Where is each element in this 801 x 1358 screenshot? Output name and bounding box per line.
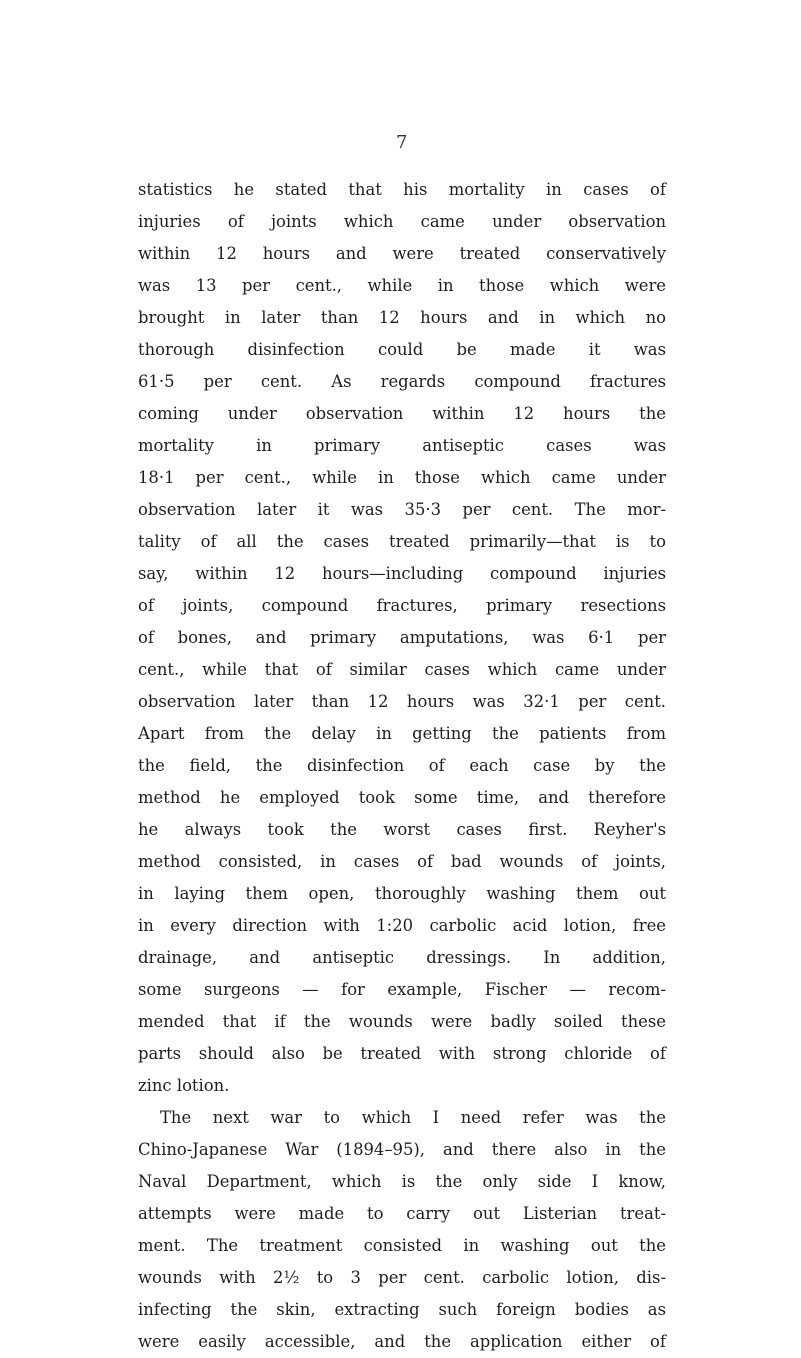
text-line: parts should also be treated with strong chloride of xyxy=(138,1044,666,1063)
text-line: mortality in primary antiseptic cases was xyxy=(138,436,666,455)
text-line: method he employed took some time, and therefore xyxy=(138,788,666,807)
text-line: Apart from the delay in getting the patients from xyxy=(138,724,666,743)
text-line: was 13 per cent., while in those which were xyxy=(138,276,666,295)
text-line: statistics he stated that his mortality in cases of xyxy=(138,180,666,199)
text-line: infecting the skin, extracting such foreign bodies as xyxy=(138,1300,666,1319)
text-line: zinc lotion. xyxy=(138,1076,230,1095)
text-line: say, within 12 hours—including compound injuries xyxy=(138,564,666,583)
text-line: 61·5 per cent. As regards compound fractures xyxy=(138,372,666,391)
text-line: method consisted, in cases of bad wounds of joints, xyxy=(138,852,666,871)
text-line: attempts were made to carry out Listerian treat- xyxy=(138,1204,666,1223)
text-line: observation later it was 35·3 per cent. The mor- xyxy=(138,500,666,519)
text-line: were easily accessible, and the application either of xyxy=(138,1332,666,1351)
text-line: some surgeons — for example, Fischer — recom- xyxy=(138,980,666,999)
text-line: drainage, and antiseptic dressings. In addition, xyxy=(138,948,666,967)
text-line: coming under observation within 12 hours the xyxy=(138,404,666,423)
text-line: thorough disinfection could be made it was xyxy=(138,340,666,359)
text-line: The next war to which I need refer was the xyxy=(160,1108,666,1127)
text-line: the field, the disinfection of each case by the xyxy=(138,756,666,775)
text-line: of joints, compound fractures, primary resections xyxy=(138,596,666,615)
text-line: within 12 hours and were treated conservatively xyxy=(138,244,666,263)
text-line: brought in later than 12 hours and in which no xyxy=(138,308,666,327)
text-line: ment. The treatment consisted in washing out the xyxy=(138,1236,666,1255)
text-line: Naval Department, which is the only side I know, xyxy=(138,1172,666,1191)
text-line: 18·1 per cent., while in those which came under xyxy=(138,468,666,487)
text-line: he always took the worst cases first. Reyher's xyxy=(138,820,666,839)
text-line: cent., while that of similar cases which came under xyxy=(138,660,666,679)
text-line: tality of all the cases treated primarily—that is to xyxy=(138,532,666,551)
text-line: in laying them open, thoroughly washing them out xyxy=(138,884,666,903)
text-line: of bones, and primary amputations, was 6·1 per xyxy=(138,628,666,647)
text-line: mended that if the wounds were badly soiled these xyxy=(138,1012,666,1031)
text-line: injuries of joints which came under observation xyxy=(138,212,666,231)
text-line: in every direction with 1:20 carbolic acid lotion, free xyxy=(138,916,666,935)
body-text xyxy=(138,174,666,1358)
text-line: observation later than 12 hours was 32·1 per cent. xyxy=(138,692,666,711)
text-line: wounds with 2½ to 3 per cent. carbolic lotion, dis- xyxy=(138,1268,666,1287)
page-number: 7 xyxy=(396,132,408,153)
text-line: Chino-Japanese War (1894–95), and there also in the xyxy=(138,1140,666,1159)
